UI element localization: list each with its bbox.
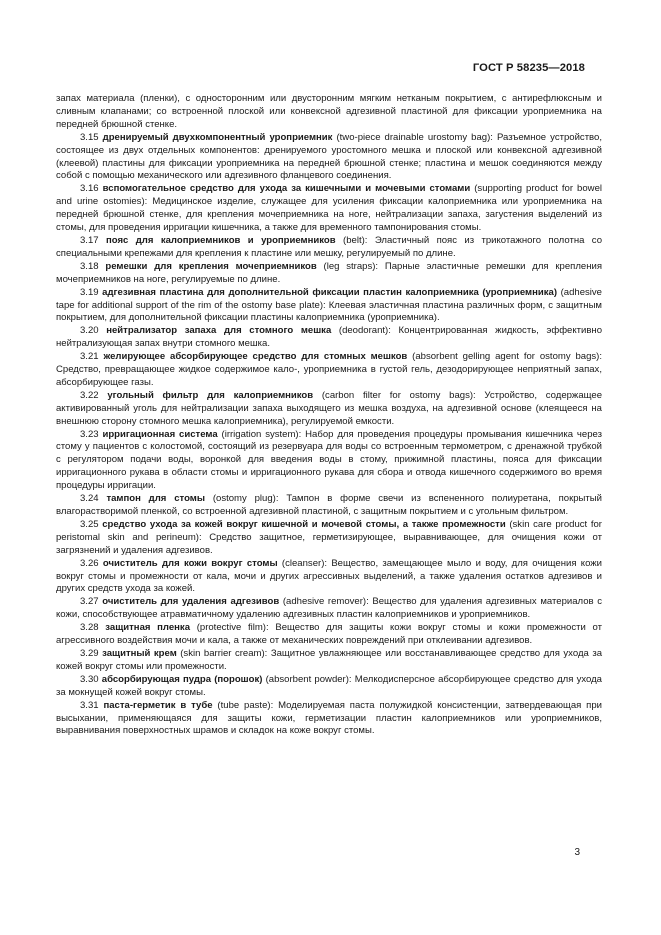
definition-entry [56,622,602,648]
definition-entry [56,261,602,287]
entry-number: 3.19 [80,286,99,298]
definition-entry [56,287,602,326]
definition-entry [56,183,602,235]
definition-entry [56,235,602,261]
entry-term: абсорбирующая пудра (порошок) [101,673,263,685]
entry-term: тампон для стомы [106,493,205,505]
entry-number: 3.23 [80,428,99,440]
entry-term: ремешки для крепления мочеприемников [105,260,317,272]
entry-number: 3.18 [80,260,99,272]
entry-term: защитный крем [102,647,177,659]
definition-entry [56,596,602,622]
entry-term: нейтрализатор запаха для стомного мешка [106,325,332,337]
entry-definition: (absorbent gelling agent for ostomy bags): Средство, превращающее жидкое содержимое кало-, уроприемника в густой гель, дезодорирующее неприятный запах, абсорбирующее газы. [56,351,602,388]
entry-definition: (ostomy plug): Тампон в форме свечи из вспененного полиуретана, покрытый влагорастворимой пленкой, со встроенной адгезивной пластиной, с защитным покрытием и с угольным фильтром. [56,493,602,517]
entry-number: 3.31 [80,699,99,711]
entry-number: 3.16 [80,183,99,195]
entry-term: угольный фильтр для калоприемников [107,389,314,401]
entry-number: 3.22 [80,389,99,401]
definition-entry [56,519,602,558]
entry-definition: (leg straps): Парные эластичные ремешки для крепления мочеприемников на ноге, регулируемые по длине. [56,260,603,285]
entry-definition: (absorbent powder): Мелкодисперсное абсорбирующее средство для ухода за мокнущей кожей вокруг стомы. [56,673,602,698]
intro-paragraph: запах материала (пленки), с односторонним или двусторонним мягким нетканым покрытием, с антирефлюксным и сливным клапанами; со встроенной плоской или конвексной адгезивной пластиной для фиксации уроприемника на передней брюшной стенке. [56,93,602,130]
entry-number: 3.26 [80,557,99,569]
entry-definition: (deodorant): Концентрированная жидкость, эффективно нейтрализующая запах внутри стомного мешка. [56,325,602,350]
definition-entry [56,390,602,429]
definition-entry [56,648,602,674]
definition-entry [56,325,602,351]
entry-number: 3.15 [80,131,99,143]
entry-number: 3.20 [80,325,99,337]
entry-definition: (two-piece drainable urostomy bag): Разъемное устройство, состоящее из двух отдельных компонентов: дренируемого уростомного мешка и плоской или конвексной адгезивной (клеевой) пластины для фиксации уроприемника на передней брюшной стенке; пластина и мешок соединяются между собой с помощью механического или адгезивного фланцевого соединения. [56,131,602,182]
definition-entry [56,558,602,597]
entry-definition: (carbon filter for ostomy bags): Устройство, содержащее активированный уголь для нейтрализации запаха выходящего из мешка воздуха, на адгезивной основе (клеящееся на внешнюю сторону стомного мешка калоприемника), регулируемой емкости. [56,389,602,427]
definitions-list [56,132,602,739]
entry-definition: (belt): Эластичный пояс из трикотажного полотна со специальными крепежами для крепления к пластине или мешку, регулируемый по длине. [56,234,603,259]
entry-term: желирующее абсорбирующее средство для стомных мешков [103,351,408,363]
definition-entry [56,429,602,494]
entry-definition: (tube paste): Моделируемая паста полужидкой консистенции, затвердевающая при высыхании, применяющаяся для защиты кожи, герметизации пластин калоприемников или уроприемников, выравнивания поверхностных шрамов и складок на коже вокруг стомы. [56,699,602,737]
entry-number: 3.21 [80,351,99,363]
entry-term: вспомогательное средство для ухода за кишечными и мочевыми стомами [102,183,471,195]
entry-number: 3.25 [80,518,99,530]
entry-definition: (cleanser): Вещество, замещающее мыло и воду, для очищения кожи вокруг стомы и промежности от кала, мочи и других агрессивных выделений, а также удаления остатков адгезивов и других средств ухода за кожей. [56,557,602,595]
entry-definition: (skin care product for peristomal skin and perineum): Средство защитное, герметизирующее, выравнивающее, для очищения кожи от загрязнений и удаления адгезивов. [56,518,602,556]
document-header: ГОСТ Р 58235—2018 [472,62,585,74]
entry-term: средство ухода за кожей вокруг кишечной и мочевой стомы, а также промежности [102,518,506,530]
entry-number: 3.28 [80,622,99,634]
definition-entry [56,351,602,390]
entry-term: дренируемый двухкомпонентный уроприемник [102,131,333,143]
entry-number: 3.24 [80,493,99,505]
definition-entry [56,132,602,184]
entry-term: очиститель для кожи вокруг стомы [102,557,278,569]
entry-number: 3.27 [80,596,99,608]
entry-definition: (adhesive tape for additional support of the rim of the ostomy base plate): Клеевая эластичная пластина различных форм, с защитным покрытием, для дополнительной фиксации пластины калоприемника (уроприемника). [56,286,602,324]
entry-definition: (protective film): Вещество для защиты кожи вокруг стомы и кожи промежности от агрессивного воздействия мочи и кала, а также от механических повреждений при отклеивании адгезивов. [56,622,602,647]
entry-term: адгезивная пластина для дополнительной фиксации пластин калоприемника (уроприемника) [102,286,558,298]
entry-number: 3.29 [80,647,99,659]
entry-definition: (supporting product for bowel and urine ostomies): Медицинское изделие, служащее для усиления фиксации калоприемника или уроприемника на передней брюшной стенке, для крепления мочеприемника на ноге, нейтрализации запаха, загустения выделений из стомы, для проведения ирригации кишечника, а также для временного тампонирования стомы. [56,183,603,234]
entry-term: пояс для калоприемников и уроприемников [106,234,336,246]
entry-definition: (irrigation system): Набор для проведения процедуры промывания кишечника через стому у пациентов с колостомой, состоящий из резервуара для воды со встроенным термометром, с дренажной трубкой с регулятором подачи воды, воронкой для введения воды в стому, прижимной пластины, пояса для фиксации ирригационного рукава в области стомы и ирригационного рукава для сбора и отвода кишечного содержимого во время процедуры ирригации. [56,428,603,492]
entry-definition: (skin barrier cream): Защитное увлажняющее или восстанавливающее средство для ухода за кожей вокруг стомы или промежности. [56,647,603,672]
page-number: 3 [574,847,580,858]
entry-number: 3.30 [80,673,99,685]
definition-entry [56,700,602,739]
definition-entry [56,674,602,700]
entry-number: 3.17 [80,234,99,246]
entry-term: ирригационная система [102,428,218,440]
entry-term: защитная пленка [105,622,191,634]
entry-term: паста-герметик в тубе [103,699,213,711]
entry-term: очиститель для удаления адгезивов [102,596,280,608]
document-body [56,93,602,738]
definition-entry [56,493,602,519]
entry-definition: (adhesive remover): Вещество для удаления адгезивных материалов с кожи, способствующее атравматичному удалению адгезивных пластин калоприемников и уроприемников. [56,596,602,621]
